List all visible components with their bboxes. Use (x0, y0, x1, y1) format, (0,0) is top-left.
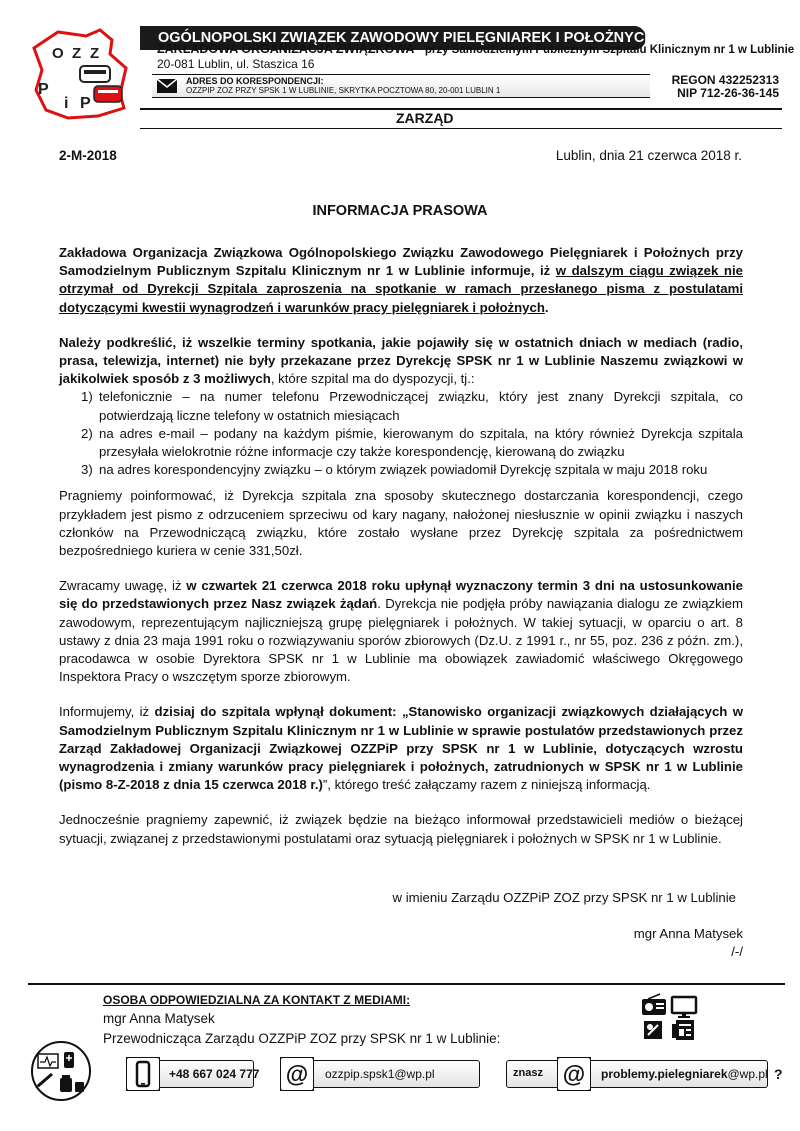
svg-text:P: P (38, 81, 49, 98)
media-contact-title: OSOBA ODPOWIEDZIALNA ZA KONTAKT Z MEDIAMI: (103, 993, 411, 1007)
p1-bold: Zakładowa Organizacja Związkowa Ogólnopolskiego Związku Zawodowego Pielęgniarek i Położnych przy Samodzielnym Publicznym Szpitalu Klinicznym nr 1 w Lublinie informuje, iż (59, 245, 743, 279)
media-contact-name: mgr Anna Matysek (103, 1011, 215, 1026)
p4-bold: w czwartek 21 czerwca 2018 roku upłynął wyznaczony termin 3 dni na ustosunkowanie się do przedstawionych przez Nasz związek żądań (59, 578, 743, 612)
p5-start: Informujemy, iż (59, 704, 155, 720)
email-contact[interactable] (280, 1060, 480, 1088)
p4-start: Zwracamy uwagę, iż (59, 578, 187, 594)
document-reference: 2-M-2018 (59, 148, 117, 163)
board-divider (140, 128, 782, 129)
svg-text:Z: Z (90, 45, 100, 62)
paragraph-4 (59, 577, 743, 686)
regon-number: REGON 432252313 (671, 73, 779, 87)
svg-text:Z: Z (72, 45, 82, 62)
nip-number: NIP 712-26-36-145 (677, 86, 779, 100)
paragraph-1 (59, 244, 743, 317)
correspondence-bar (152, 74, 650, 98)
phone-number[interactable]: +48 667 024 777 (169, 1067, 260, 1081)
newspaper-icon (672, 1020, 694, 1040)
signature-mark: /-/ (731, 944, 743, 959)
p1-end: . (544, 299, 549, 315)
svg-text:O: O (52, 45, 69, 62)
board-heading: ZARZĄD (396, 110, 454, 126)
p5-rest: ”, którego treść załączamy razem z niniejszą informacją. (322, 777, 651, 793)
street-address: 20-081 Lublin, ul. Staszica 16 (157, 57, 315, 71)
p4-rest: . Dyrekcja nie podjęła próby nawiązania dialogu ze związkiem zawodowym, reprezentującym najliczniejszą grupę pielęgniarek i położnych. W takiej sytuacji, w oparciu o art. 8 ustawy z dnia 23 maja 1991 roku o rozwiązywaniu sporów zbiorowych (Dz.U. z 1991 r., nr 55, poz. 236 z późn. zm.), pracodawca w osobie Dyrektora SPSK nr 1 w Lublinie ma obowiązek zawiadomić właściwego Okręgowego Inspektora Pracy o wszczętym sporze zbiorowym. (59, 596, 743, 685)
press-release-body (59, 244, 743, 865)
paragraph-6: Jednocześnie pragniemy zapewnić, iż związek będzie na bieżąco informował przedstawicieli mediów o bieżącej sytuacji, związanej z przedstawionymi postulatami oraz sytuacją pielęgniarek i położnych w SPSK nr 1 w Lublinie. (59, 812, 743, 846)
list-item: 1) telefonicznie – na numer telefonu Przewodniczącej związku, który jest znany Dyrekcji szpitala, co potwierdzają liczne telefony w ostatnich miesiącach (81, 389, 743, 423)
email-address[interactable]: ozzpip.spsk1@wp.pl (325, 1067, 435, 1081)
phone-icon (126, 1057, 160, 1091)
p2-rest: , które szpital ma do dyspozycji, tj.: (270, 371, 475, 387)
tv-icon (672, 997, 696, 1018)
svg-text:i: i (64, 95, 69, 112)
znasz-label: znasz (513, 1067, 543, 1079)
svg-text:P: P (80, 95, 91, 112)
satellite-icon (644, 1021, 662, 1039)
sub-org-hospital: przy Samodzielnym Publicznym Szpitalu Klinicznym nr 1 w Lublinie (424, 44, 795, 56)
p1-underlined: w dalszym ciągu związek nie otrzymał od Dyrekcji Szpitala zaproszenia na spotkanie w ramach przesłanego pisma z postulatami dotyczącymi kwestii wynagrodzeń i warunków pracy pielęgniarek i położnych (59, 263, 743, 315)
svg-text:@: @ (285, 1061, 309, 1087)
radio-icon (642, 994, 666, 1015)
problems-email[interactable]: problemy.pielegniarek@wp.pl (601, 1067, 768, 1081)
correspondence-address: OZZPIP ZOZ PRZY SPSK 1 W LUBLINIE, SKRYTKA POCZTOWA 80, 20-001 LUBLIN 1 (186, 86, 501, 95)
medical-icon (30, 1040, 92, 1102)
mail-icon (156, 78, 178, 94)
paragraph-5 (59, 703, 743, 794)
paragraph-2 (59, 334, 743, 389)
correspondence-title: ADRES DO KORESPONDENCJI: (186, 76, 324, 86)
union-logo (28, 24, 140, 122)
problems-email-contact[interactable] (506, 1060, 768, 1088)
at-icon (280, 1057, 314, 1091)
signature-on-behalf: w imieniu Zarządu OZZPiP ZOZ przy SPSK nr 1 w Lublinie (392, 890, 736, 905)
phone-contact[interactable] (126, 1060, 260, 1088)
document-title: INFORMACJA PRASOWA (312, 203, 488, 219)
org-title-bar: OGÓLNOPOLSKI ZWIĄZEK ZAWODOWY PIELĘGNIAREK I POŁOŻNYCH (140, 26, 646, 50)
signature-block (59, 889, 743, 962)
p5-bold: dzisiaj do szpitala wpłynął dokument: „Stanowisko organizacji związkowych działających w Samodzielnym Publicznym Szpitalu Klinicznym nr 1 w Lublinie w sprawie postulatów przedstawionych przez Zarząd Zakładowej Organizacji Związkowej OZZPiP przy SPSK nr 1 w Lublinie, dotyczących wzrostu wynagrodzenia i zmiany warunków pracy pielęgniarek i położnych, zatrudnionych w SPSK nr 1 w Lublinie (pismo 8-Z-2018 z dnia 15 czerwca 2018 r.) (59, 704, 743, 793)
question-mark: ? (774, 1066, 783, 1082)
list-item: 3) na adres korespondencyjny związku – o którym związek powiadomił Dyrekcję szpitala w maju 2018 roku (81, 462, 708, 478)
header-divider (140, 108, 782, 110)
contact-methods-list (59, 388, 743, 479)
svg-text:@: @ (562, 1061, 586, 1087)
footer-divider (28, 983, 785, 985)
p2-bold: Należy podkreślić, iż wszelkie terminy spotkania, jakie pojawiły się w ostatnich dniach w mediach (radio, prasa, telewizja, internet) nie były przekazane przez Dyrekcję SPSK nr 1 w Lublinie Naszemu związkowi w jakikolwiek sposób z 3 możliwych (59, 334, 743, 387)
at-icon (557, 1057, 591, 1091)
media-icons (640, 993, 700, 1041)
sub-org-line (157, 42, 794, 56)
signature-name: mgr Anna Matysek (633, 925, 743, 941)
sub-org-name: ZAKŁADOWA ORGANIZACJA ZWIĄZKOWA (157, 42, 415, 56)
document-date: Lublin, dnia 21 czerwca 2018 r. (555, 148, 742, 163)
list-item: 2) na adres e-mail – podany na każdym piśmie, kierowanym do szpitala, na który również Dyrekcja szpitala przesyłała wielokrotnie różne informacje czy także korespondencję, kierowaną do związku (81, 425, 743, 460)
registry-numbers (672, 74, 779, 100)
media-contact-role: Przewodnicząca Zarządu OZZPiP ZOZ przy SPSK nr 1 w Lublinie: (103, 1031, 501, 1046)
paragraph-3: Pragniemy poinformować, iż Dyrekcja szpitala zna sposoby skutecznego dostarczania korespondencji, czego przykładem jest pismo z odrzuceniem sprzeciwu od kary nagany, nałożonej niesłusznie w opinii związku i naszych członków na Przewodniczącą związku, które zostało wysłane przez Dyrekcję szpitala za pośrednictwem bezpośredniego kuriera w cenie 331,50zł. (59, 488, 743, 559)
